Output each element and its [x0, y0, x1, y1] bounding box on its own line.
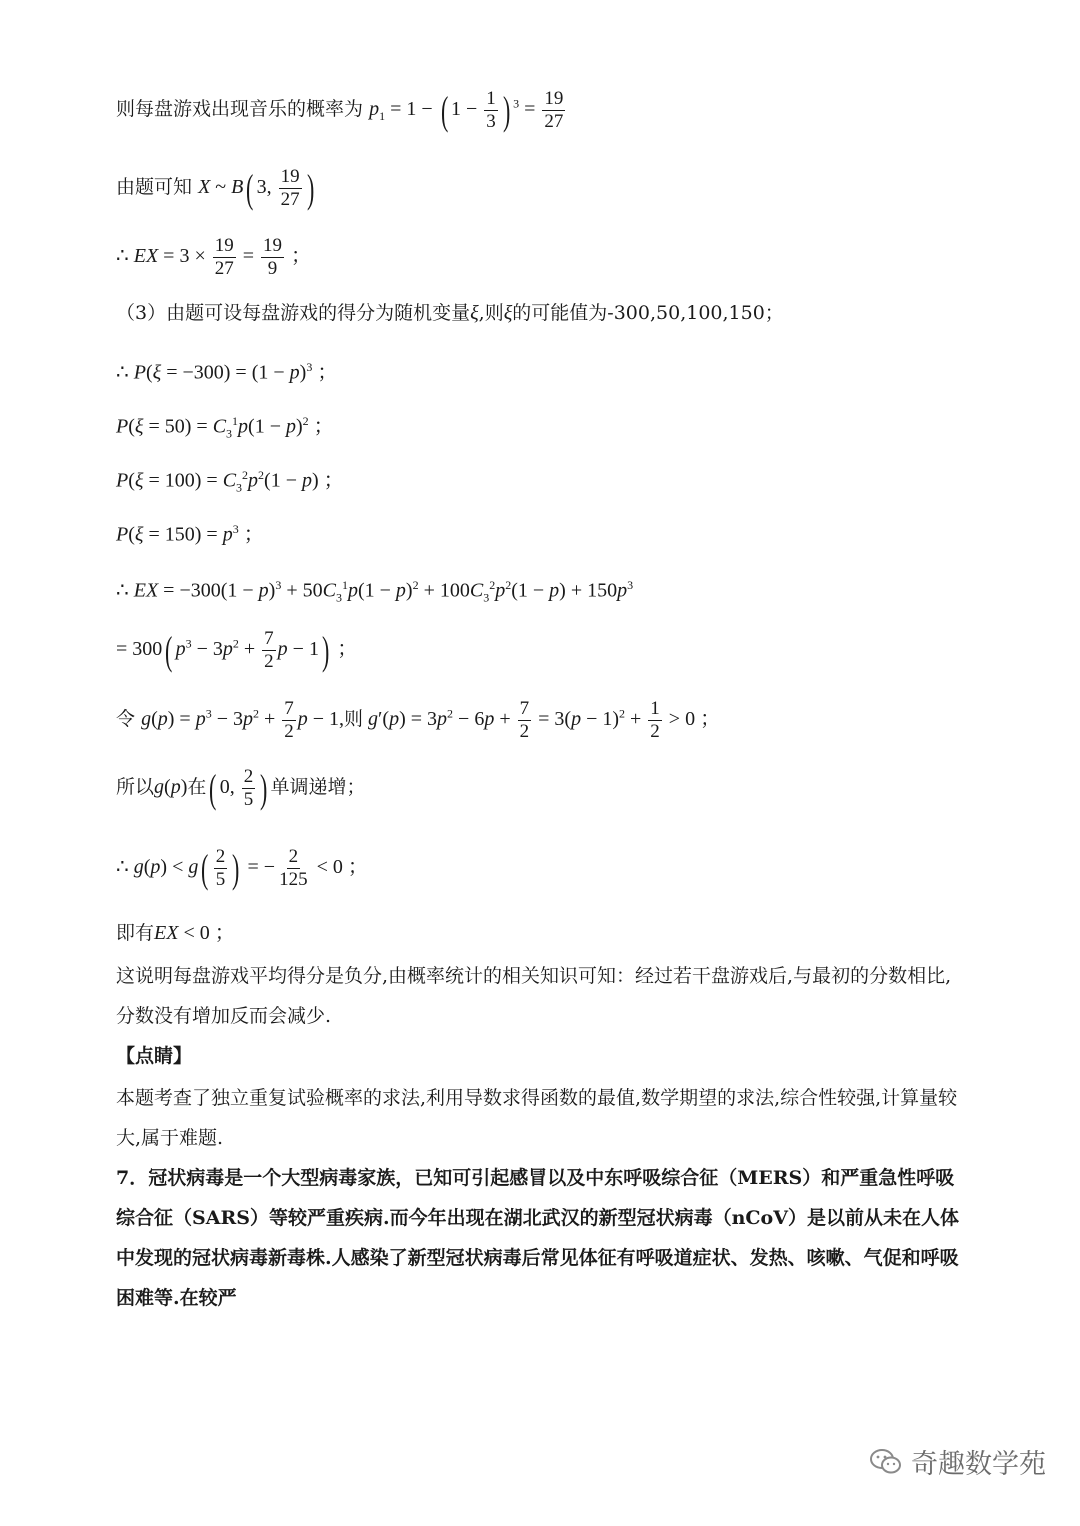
- line-ex-neg: 即有EX < 0 ；: [116, 922, 235, 944]
- text: 所以: [116, 776, 155, 799]
- text: （3）由题可设每盘游戏的得分为随机变量: [116, 302, 471, 324]
- line-binomial: [116, 166, 317, 211]
- conclusion-paragraph: 这说明每盘游戏平均得分是负分,由概率统计的相关知识可知：经过若干盘游戏后,与最初的分数相比,分数没有增加反而会减少.: [116, 965, 952, 1027]
- line-monotonic: 所以g(p)在( 0, $\frac{2}{5}$ ) 单调递增；: [116, 765, 366, 811]
- line-part3: （3）由题可设每盘游戏的得分为随机变量ξ,则ξ的可能值为-300,50,100,150；: [116, 302, 784, 324]
- text-tail: 的可能值为-300,50,100,150；: [512, 302, 784, 324]
- line-p-50: $P(\xi = 50) = C_3^1p(1 - p)^2$ ；: [116, 414, 334, 441]
- line-probability-p1: [116, 88, 567, 133]
- watermark-text: 奇趣数学苑: [911, 1449, 1046, 1480]
- text: 即有: [116, 922, 155, 944]
- line-ex-expand: ∴ EX = $-300(1 - p)^3 + 50C_3^1p(1 - p)^2 + 100C_3^2p^2(1 - p) + 150p^3$: [116, 578, 634, 605]
- line-g-def: 令 $g(p) = p^3 - 3p^2$ + $\frac{7}{2}$ p − 1,则 $g'(p) = 3p^2 - 6p$ + $\frac{7}{2}$ = $3(p - 1)^2$ + $\frac{1}{2}$ > 0 ；: [116, 698, 721, 742]
- question-7: 7．冠状病毒是一个大型病毒家族，已知可引起感冒以及中东呼吸综合征（MERS）和严重急性呼吸综合征（SARS）等较严重疾病.而今年出现在湖北武汉的新型冠状病毒（nCoV）是以前从未在人体中发现的冠状病毒新毒株.人感染了新型冠状病毒后常见体征有呼吸道症状、发热、咳嗽、气促和呼吸困难等.在较严: [116, 1167, 959, 1309]
- line-p-150: $P(\xi = 150) = p^3$ ；: [116, 522, 264, 546]
- watermark: [869, 1442, 1046, 1481]
- text: 令: [116, 708, 136, 731]
- text: 则每盘游戏出现音乐的概率为: [116, 98, 364, 121]
- math: $p_1 = 1$ − ( 1 − $\frac{1}{3}$ ) $^3$ = $\frac{19}{27}$: [369, 87, 564, 133]
- line-g-bound: ∴ g(p) < g( $\frac{2}{5}$ ) = − $\frac{2}{125}$ < 0 ；: [116, 845, 368, 891]
- text-tail: 单调递增；: [270, 776, 366, 799]
- line-p-100: $P(\xi = 100) = C_3^2p^2(1 - p)$ ；: [116, 468, 344, 495]
- line-ex: [116, 235, 311, 280]
- wechat-icon: [869, 1447, 903, 1477]
- line-ex-simplify: = 300( $p^3 - 3p^2$ + $\frac{7}{2}$ p − 1) ；: [116, 627, 358, 673]
- dianjing-heading: 【点睛】: [116, 1045, 193, 1067]
- summary-paragraph: 本题考查了独立重复试验概率的求法,利用导数求得函数的最值,数学期望的求法,综合性较强,计算量较大,属于难题.: [116, 1087, 958, 1149]
- math: X ~ B( 3, $\frac{19}{27}$ ): [198, 165, 314, 211]
- math: ∴ EX = 3 × $\frac{19}{27}$ = $\frac{19}{9}$ ；: [116, 235, 312, 279]
- text: 由题可知: [116, 176, 193, 199]
- line-p-neg300: ∴ $P(\xi = -300) = (1 - p)^3$ ；: [116, 360, 338, 384]
- math: $g(p) = p^3 - 3p^2$ + $\frac{7}{2}$ p − 1,: [141, 698, 345, 742]
